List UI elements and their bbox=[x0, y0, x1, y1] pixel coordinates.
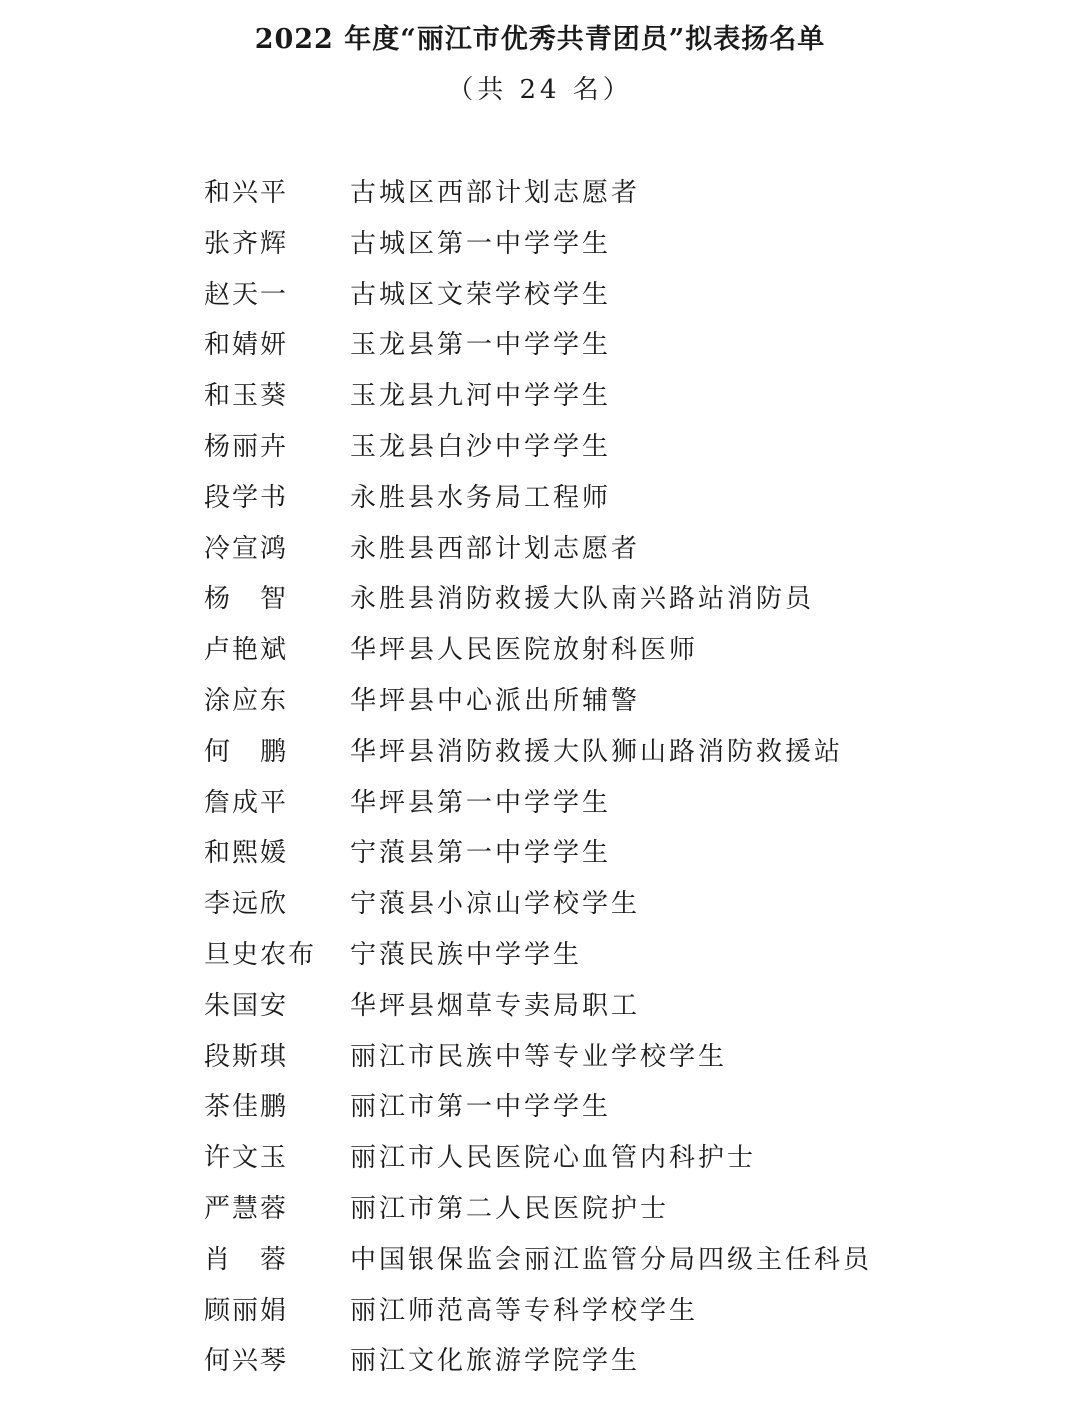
person-name: 何兴琴 bbox=[204, 1346, 289, 1377]
person-unit: 华坪县第一中学学生 bbox=[350, 787, 612, 818]
person-name: 詹成平 bbox=[204, 787, 289, 818]
person-name: 肖 蓉 bbox=[204, 1244, 289, 1275]
list-item bbox=[0, 778, 1080, 829]
person-name: 段斯琪 bbox=[204, 1041, 289, 1072]
document-subtitle: （共 24 名） bbox=[447, 75, 633, 105]
document-title: 2022 年度“丽江市优秀共青团员”拟表扬名单 bbox=[254, 24, 826, 55]
list-item bbox=[0, 574, 1080, 625]
list-item bbox=[0, 1082, 1080, 1133]
person-name: 冷宣鸿 bbox=[204, 533, 289, 564]
person-unit: 丽江文化旅游学院学生 bbox=[350, 1346, 641, 1377]
list-item bbox=[0, 625, 1080, 676]
list-item bbox=[0, 1336, 1080, 1387]
person-unit: 丽江市第二人民医院护士 bbox=[350, 1193, 670, 1224]
person-unit: 永胜县消防救援大队南兴路站消防员 bbox=[350, 584, 815, 615]
list-item bbox=[0, 930, 1080, 981]
list-item bbox=[0, 981, 1080, 1032]
list-item bbox=[0, 270, 1080, 321]
person-name: 和熙媛 bbox=[204, 838, 289, 869]
list-item bbox=[0, 524, 1080, 575]
list-item bbox=[0, 879, 1080, 930]
person-unit: 玉龙县第一中学学生 bbox=[350, 330, 612, 361]
list-item bbox=[0, 1184, 1080, 1235]
list-item bbox=[0, 219, 1080, 270]
person-name: 杨 智 bbox=[204, 584, 289, 615]
person-name: 张齐辉 bbox=[204, 228, 289, 259]
person-name: 涂应东 bbox=[204, 685, 289, 716]
person-name: 和婧妍 bbox=[204, 330, 289, 361]
list-item bbox=[0, 168, 1080, 219]
person-unit: 丽江师范高等专科学校学生 bbox=[350, 1295, 699, 1326]
person-unit: 永胜县西部计划志愿者 bbox=[350, 533, 641, 564]
list-item bbox=[0, 371, 1080, 422]
person-unit: 中国银保监会丽江监管分局四级主任科员 bbox=[350, 1244, 873, 1275]
person-unit: 玉龙县白沙中学学生 bbox=[350, 431, 612, 462]
person-unit: 宁蒗县小凉山学校学生 bbox=[350, 889, 641, 920]
list-item bbox=[0, 727, 1080, 778]
person-name: 许文玉 bbox=[204, 1143, 289, 1174]
list-item bbox=[0, 422, 1080, 473]
person-unit: 华坪县消防救援大队狮山路消防救援站 bbox=[350, 736, 844, 767]
person-unit: 永胜县水务局工程师 bbox=[350, 482, 612, 513]
person-name: 何 鹏 bbox=[204, 736, 289, 767]
person-name: 杨丽卉 bbox=[204, 431, 289, 462]
list-item bbox=[0, 320, 1080, 371]
list-item bbox=[0, 473, 1080, 524]
person-name: 茶佳鹏 bbox=[204, 1092, 289, 1123]
person-unit: 丽江市第一中学学生 bbox=[350, 1092, 612, 1123]
list-item bbox=[0, 828, 1080, 879]
person-name: 段学书 bbox=[204, 482, 289, 513]
person-name: 李远欣 bbox=[204, 889, 289, 920]
person-name: 和玉葵 bbox=[204, 381, 289, 412]
person-name: 朱国安 bbox=[204, 990, 289, 1021]
person-name: 旦史农布 bbox=[204, 939, 317, 970]
list-item bbox=[0, 1032, 1080, 1083]
person-unit: 丽江市人民医院心血管内科护士 bbox=[350, 1143, 757, 1174]
person-unit: 丽江市民族中等专业学校学生 bbox=[350, 1041, 728, 1072]
list-item bbox=[0, 1235, 1080, 1286]
person-unit: 玉龙县九河中学学生 bbox=[350, 381, 612, 412]
person-name: 顾丽娟 bbox=[204, 1295, 289, 1326]
person-name: 赵天一 bbox=[204, 279, 289, 310]
person-unit: 华坪县中心派出所辅警 bbox=[350, 685, 641, 716]
name-list bbox=[0, 168, 1080, 1387]
person-name: 严慧蓉 bbox=[204, 1193, 289, 1224]
person-unit: 宁蒗民族中学学生 bbox=[350, 939, 583, 970]
person-name: 卢艳斌 bbox=[204, 635, 289, 666]
person-unit: 古城区西部计划志愿者 bbox=[350, 178, 641, 208]
person-unit: 华坪县人民医院放射科医师 bbox=[350, 635, 699, 666]
person-unit: 宁蒗县第一中学学生 bbox=[350, 838, 612, 869]
list-item bbox=[0, 1286, 1080, 1337]
list-item bbox=[0, 676, 1080, 727]
list-item bbox=[0, 1133, 1080, 1184]
person-unit: 古城区文荣学校学生 bbox=[350, 279, 612, 310]
person-unit: 古城区第一中学学生 bbox=[350, 228, 612, 259]
person-unit: 华坪县烟草专卖局职工 bbox=[350, 990, 641, 1021]
person-name: 和兴平 bbox=[204, 178, 289, 208]
